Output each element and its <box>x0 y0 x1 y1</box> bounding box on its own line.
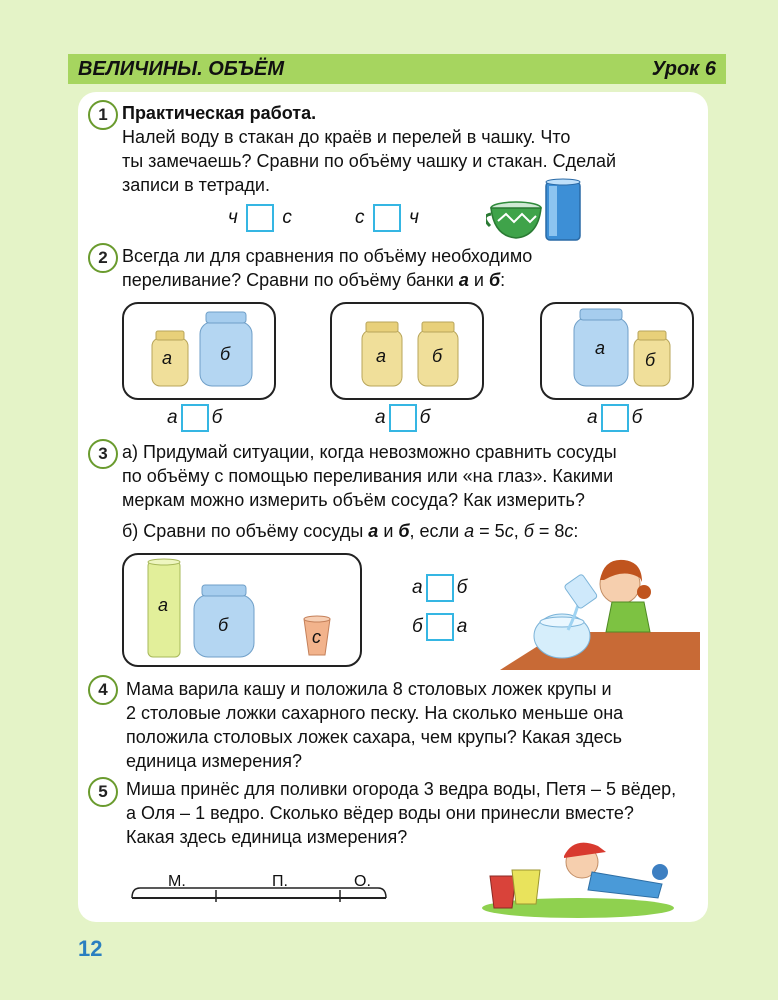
var-b: б <box>398 521 410 541</box>
jars-illustration-1 <box>124 304 274 398</box>
glass-icon <box>546 179 580 240</box>
task-2-line-1: Всегда ли для сравнения по объёму необходимо <box>122 246 533 266</box>
answer-box[interactable] <box>426 613 454 641</box>
task-5-line-1: Миша принёс для поливки огорода 3 ведра воды, Петя – 5 вёдер, <box>126 779 677 799</box>
vessel-label-c: с <box>312 627 321 647</box>
answer-box[interactable] <box>373 204 401 232</box>
boy-with-buckets-illustration <box>482 832 678 918</box>
bucket-icon <box>490 876 516 908</box>
task-2-line-2 <box>122 268 505 292</box>
task-4-line-1: Мама варила кашу и положила 8 столовых ложек крупы и <box>126 679 612 699</box>
vessel-label-b: б <box>218 615 229 635</box>
girl-icon <box>600 560 651 632</box>
conj: и <box>473 270 484 290</box>
task-4-line-2: 2 столовые ложки сахарного песку. На сколько меньше она <box>126 703 624 723</box>
task-2-text: переливание? Сравни по объёму банки <box>122 270 454 290</box>
segment-label-o: О. <box>354 873 371 890</box>
jar-label-a: а <box>162 348 173 368</box>
bucket-icon <box>512 870 540 904</box>
task-3a-line-3: меркам можно измерить объём сосуда? Как измерить? <box>122 490 585 510</box>
eq-b: = 8 <box>538 521 565 541</box>
task-2-compare-1 <box>167 403 222 433</box>
compare-right: б <box>631 407 643 428</box>
compare-right: б <box>456 577 468 598</box>
compare-left: б <box>412 616 423 637</box>
task-number-2: 2 <box>88 243 118 273</box>
jar-label-b: б <box>432 346 443 366</box>
boy-icon <box>564 843 668 898</box>
var-a: а <box>368 521 379 541</box>
compare-right: б <box>211 407 223 428</box>
compare-right: с <box>282 207 292 228</box>
segment-label-m: М. <box>168 873 186 890</box>
vessels-frame <box>122 553 362 667</box>
cond-text: , если <box>409 521 460 541</box>
compare-right: б <box>419 407 431 428</box>
var-b: б <box>488 270 501 290</box>
task-4-line-4: единица измерения? <box>126 751 302 771</box>
task-number-5: 5 <box>88 777 118 807</box>
compare-left: ч <box>228 207 238 228</box>
jar-label-b: б <box>645 350 656 370</box>
var-a: а <box>458 270 469 290</box>
vessel-label-a: а <box>158 595 169 615</box>
jar-label-b: б <box>220 344 231 364</box>
task-1-line-3: записи в тетради. <box>122 175 270 195</box>
compare-left: с <box>355 207 365 228</box>
jars-frame-2 <box>330 302 484 400</box>
girl-pouring-water-illustration <box>500 548 700 673</box>
jars-illustration-2 <box>332 304 482 398</box>
task-3b-text: б) Сравни по объёму сосуды <box>122 521 364 541</box>
answer-box[interactable] <box>601 404 629 432</box>
compare-right: ч <box>409 207 419 228</box>
answer-box[interactable] <box>389 404 417 432</box>
var-b: б <box>523 521 534 541</box>
jar-label-a: а <box>595 338 606 358</box>
compare-right: а <box>456 616 468 637</box>
page-header <box>68 54 726 84</box>
answer-box[interactable] <box>246 204 274 232</box>
page-number: 12 <box>78 936 103 961</box>
bowl-icon <box>534 614 590 658</box>
task-1-line-1: Налей воду в стакан до краёв и перелей в чашку. Что <box>122 127 571 147</box>
colon: : <box>500 270 506 290</box>
comma: , <box>513 521 519 541</box>
eq-a: = 5 <box>479 521 505 541</box>
task-3a-line-2: по объёму с помощью переливания или «на глаз». Какими <box>122 466 614 486</box>
segment-label-p: П. <box>272 873 288 890</box>
jars-illustration-3 <box>542 304 692 398</box>
var-a: а <box>464 521 475 541</box>
task-1-line-2: ты замечаешь? Сравни по объёму чашку и стакан. Сделай <box>122 151 617 171</box>
section-title: ВЕЛИЧИНЫ. ОБЪЁМ <box>78 58 285 80</box>
task-3-compare-1 <box>412 573 467 603</box>
compare-left: а <box>587 407 598 428</box>
task-5-line-2: а Оля – 1 ведро. Сколько вёдер воды они принесли вместе? <box>126 803 634 823</box>
task-1-compare-1 <box>228 203 292 233</box>
lesson-label: Урок 6 <box>651 58 716 80</box>
glass-icon <box>564 574 598 610</box>
task-number-4: 4 <box>88 675 118 705</box>
task-1-compare-2 <box>355 203 419 233</box>
task-1-title: Практическая работа. <box>122 103 317 123</box>
conj: и <box>383 521 394 541</box>
cup-and-glass-illustration <box>486 176 596 246</box>
task-3a-line-1: а) Придумай ситуации, когда невозможно сравнить сосуды <box>122 442 617 462</box>
task-2-compare-3 <box>587 403 642 433</box>
compare-left: а <box>375 407 386 428</box>
task-3-compare-2 <box>412 612 467 642</box>
task-number-3: 3 <box>88 439 118 469</box>
task-5-line-3: Какая здесь единица измерения? <box>126 827 408 847</box>
task-4-line-3: положила столовых ложек сахара, чем крупы? Какая здесь <box>126 727 623 747</box>
jars-frame-1 <box>122 302 276 400</box>
task-number-1: 1 <box>88 100 118 130</box>
answer-box[interactable] <box>426 574 454 602</box>
task-3b-line: б) Сравни по объёму сосуды а и б, если а = 5с, б = 8с: <box>122 521 579 541</box>
jars-frame-3 <box>540 302 694 400</box>
jar-label-a: а <box>376 346 387 366</box>
cup-icon <box>486 202 541 238</box>
task-2-compare-2 <box>375 403 430 433</box>
unit: с <box>564 521 574 541</box>
answer-box[interactable] <box>181 404 209 432</box>
unit: с <box>504 521 514 541</box>
compare-left: а <box>167 407 178 428</box>
compare-left: а <box>412 577 423 598</box>
